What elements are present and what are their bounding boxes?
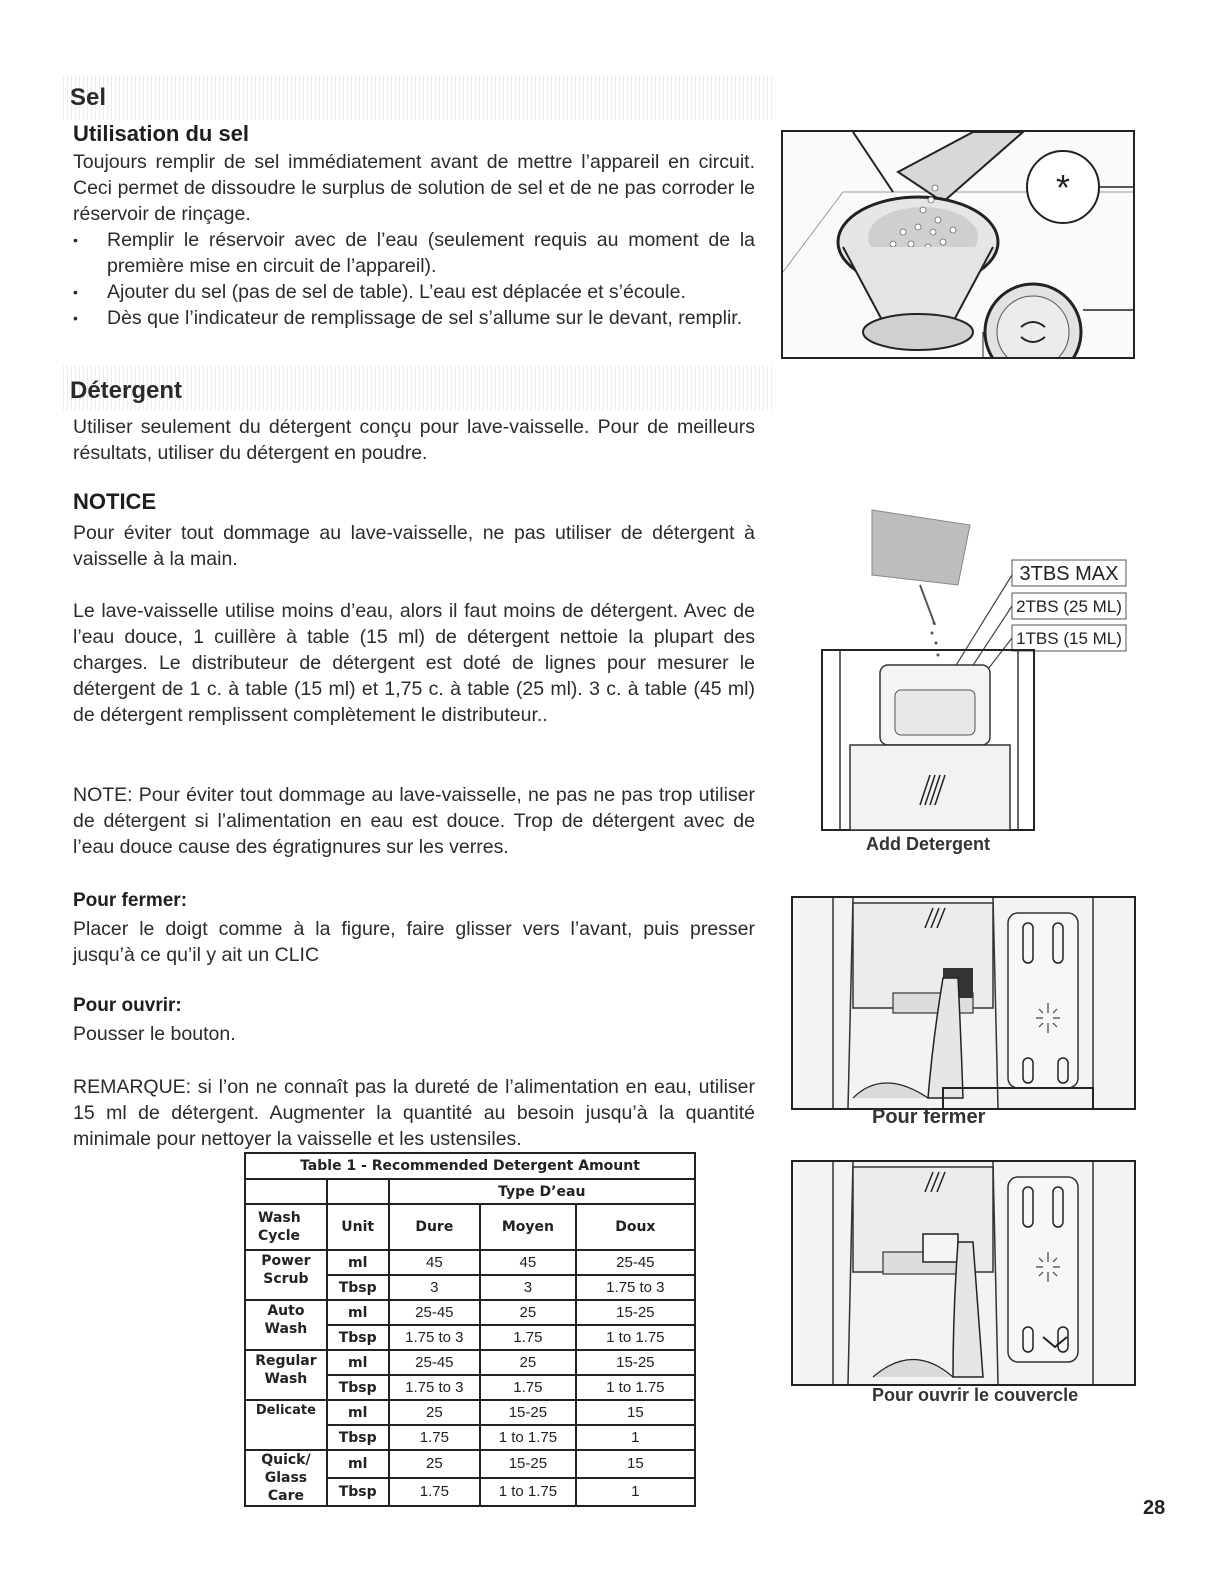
cycle-delicate: Delicate xyxy=(245,1400,327,1450)
open-lid-figure xyxy=(791,1160,1136,1386)
value-cell: 15 xyxy=(576,1400,695,1425)
page-number: 28 xyxy=(1143,1497,1166,1519)
value-cell: 15-25 xyxy=(576,1350,695,1375)
col-header-unit: Unit xyxy=(327,1204,389,1250)
value-cell: 45 xyxy=(480,1250,576,1275)
close-lid-figure xyxy=(791,896,1136,1110)
value-cell: 25-45 xyxy=(576,1250,695,1275)
value-cell: 1.75 xyxy=(480,1375,576,1400)
open-heading: Pour ouvrir: xyxy=(73,995,182,1016)
col-header-doux: Doux xyxy=(576,1204,695,1250)
detergent-amount-table xyxy=(244,1152,696,1507)
col-header-dure: Dure xyxy=(389,1204,481,1250)
col-header-wash-cycle: Wash Cycle xyxy=(245,1204,327,1250)
list-item: • Remplir le réservoir avec de l’eau (seulement requis au moment de la première mise en circuit de l’appareil). xyxy=(73,227,755,279)
unit-cell: ml xyxy=(327,1450,389,1478)
value-cell: 15-25 xyxy=(576,1300,695,1325)
add-detergent-figure xyxy=(820,505,1130,835)
value-cell: 3 xyxy=(480,1275,576,1300)
value-cell: 1 to 1.75 xyxy=(576,1325,695,1350)
table-row xyxy=(245,1400,695,1425)
salt-funnel-illustration xyxy=(783,132,1133,357)
salt-usage-subheading: Utilisation du sel xyxy=(73,121,250,146)
unit-cell: Tbsp xyxy=(327,1325,389,1350)
table-row xyxy=(245,1350,695,1375)
value-cell: 1 xyxy=(576,1478,695,1506)
cycle-regular-wash: Regular Wash xyxy=(245,1350,327,1400)
unit-cell: ml xyxy=(327,1400,389,1425)
value-cell: 1.75 xyxy=(389,1478,481,1506)
notice-paragraph: Pour éviter tout dommage au lave-vaisselle, ne pas utiliser de détergent à vaisselle à la main. xyxy=(73,522,755,570)
value-cell: 15 xyxy=(576,1450,695,1478)
value-cell: 45 xyxy=(389,1250,481,1275)
sel-heading-band xyxy=(60,76,772,120)
label-2tbs: 2TBS (25 ML) xyxy=(1016,597,1122,616)
add-detergent-caption: Add Detergent xyxy=(866,834,991,854)
unit-cell: ml xyxy=(327,1250,389,1275)
unit-cell: Tbsp xyxy=(327,1425,389,1450)
value-cell: 15-25 xyxy=(480,1450,576,1478)
sel-heading: Sel xyxy=(70,84,107,111)
value-cell: 25-45 xyxy=(389,1350,481,1375)
salt-funnel-figure xyxy=(781,130,1135,359)
open-lid-illustration xyxy=(793,1162,1134,1384)
water-type-header: Type D’eau xyxy=(389,1179,695,1204)
list-item: • Ajouter du sel (pas de sel de table). L’eau est déplacée et s’écoule. xyxy=(73,279,755,305)
close-lid-caption: Pour fermer xyxy=(872,1106,986,1128)
value-cell: 1 to 1.75 xyxy=(576,1375,695,1400)
value-cell: 15-25 xyxy=(480,1400,576,1425)
add-detergent-illustration xyxy=(820,505,1130,835)
value-cell: 1.75 xyxy=(389,1425,481,1450)
cycle-auto-wash: Auto Wash xyxy=(245,1300,327,1350)
label-1tbs: 1TBS (15 ML) xyxy=(1016,629,1122,648)
value-cell: 1 to 1.75 xyxy=(480,1478,576,1506)
cycle-quick-glass-care: Quick/ Glass Care xyxy=(245,1450,327,1506)
value-cell: 1.75 to 3 xyxy=(576,1275,695,1300)
unit-cell: Tbsp xyxy=(327,1275,389,1300)
value-cell: 1.75 to 3 xyxy=(389,1325,481,1350)
unit-cell: Tbsp xyxy=(327,1478,389,1506)
less-water-paragraph: Le lave-vaisselle utilise moins d’eau, alors il faut moins de détergent. Avec de l’eau douce, 1 cuillère à table (15 ml) de détergent nettoie la plupart des charges. Le distributeur de détergent est doté de lignes pour mesurer le détergent de 1 c. à table (15 ml) et 1,75 c. à table (25 ml). 3 c. à table (45 ml) de détergent remplissent complètement le distributeur.. xyxy=(73,600,755,726)
salt-steps-list xyxy=(73,227,755,331)
list-item: • Dès que l’indicateur de remplissage de sel s’allume sur le devant, remplir. xyxy=(73,305,755,331)
value-cell: 1.75 to 3 xyxy=(389,1375,481,1400)
label-3tbs-max: 3TBS MAX xyxy=(1019,563,1119,585)
open-lid-caption: Pour ouvrir le couvercle xyxy=(872,1385,1079,1405)
value-cell: 25 xyxy=(389,1400,481,1425)
detergent-heading: Détergent xyxy=(70,377,183,404)
figure-symbol: * xyxy=(1055,167,1071,208)
table-row xyxy=(245,1300,695,1325)
value-cell: 1 xyxy=(576,1425,695,1450)
col-header-moyen: Moyen xyxy=(480,1204,576,1250)
value-cell: 1.75 xyxy=(480,1325,576,1350)
table-caption: Table 1 - Recommended Detergent Amount xyxy=(245,1153,695,1179)
close-lid-illustration xyxy=(793,898,1134,1108)
unit-cell: ml xyxy=(327,1300,389,1325)
open-paragraph: Pousser le bouton. xyxy=(73,1023,236,1045)
table-row xyxy=(245,1450,695,1478)
value-cell: 25 xyxy=(389,1450,481,1478)
unit-cell: ml xyxy=(327,1350,389,1375)
detergent-intro-paragraph: Utiliser seulement du détergent conçu pour lave-vaisselle. Pour de meilleurs résultats, utiliser du détergent en poudre. xyxy=(73,416,755,464)
close-paragraph: Placer le doigt comme à la figure, faire glisser vers l’avant, puis presser jusqu’à ce qu’il y ait un CLIC xyxy=(73,918,755,966)
close-heading: Pour fermer: xyxy=(73,890,188,911)
notice-heading: NOTICE xyxy=(73,489,157,514)
value-cell: 25 xyxy=(480,1350,576,1375)
salt-intro-paragraph: Toujours remplir de sel immédiatement avant de mettre l’appareil en circuit. Ceci permet de dissoudre le surplus de solution de sel et de ne pas corroder le réservoir de rinçage. xyxy=(73,151,755,225)
unit-cell: Tbsp xyxy=(327,1375,389,1400)
value-cell: 1 to 1.75 xyxy=(480,1425,576,1450)
cycle-power-scrub: Power Scrub xyxy=(245,1250,327,1300)
value-cell: 25 xyxy=(480,1300,576,1325)
note-paragraph: NOTE: Pour éviter tout dommage au lave-vaisselle, ne pas ne pas trop utiliser de détergent si l’alimentation en eau est douce. Trop de détergent avec de l’eau douce cause des égratignures sur les verres. xyxy=(73,784,755,858)
table-row xyxy=(245,1250,695,1275)
value-cell: 3 xyxy=(389,1275,481,1300)
remark-paragraph: REMARQUE: si l’on ne connaît pas la dureté de l’alimentation en eau, utiliser 15 ml de détergent. Augmenter la quantité au besoin jusqu’à la quantité minimale pour nettoyer la vaisselle et les ustensiles. xyxy=(73,1076,755,1150)
value-cell: 25-45 xyxy=(389,1300,481,1325)
